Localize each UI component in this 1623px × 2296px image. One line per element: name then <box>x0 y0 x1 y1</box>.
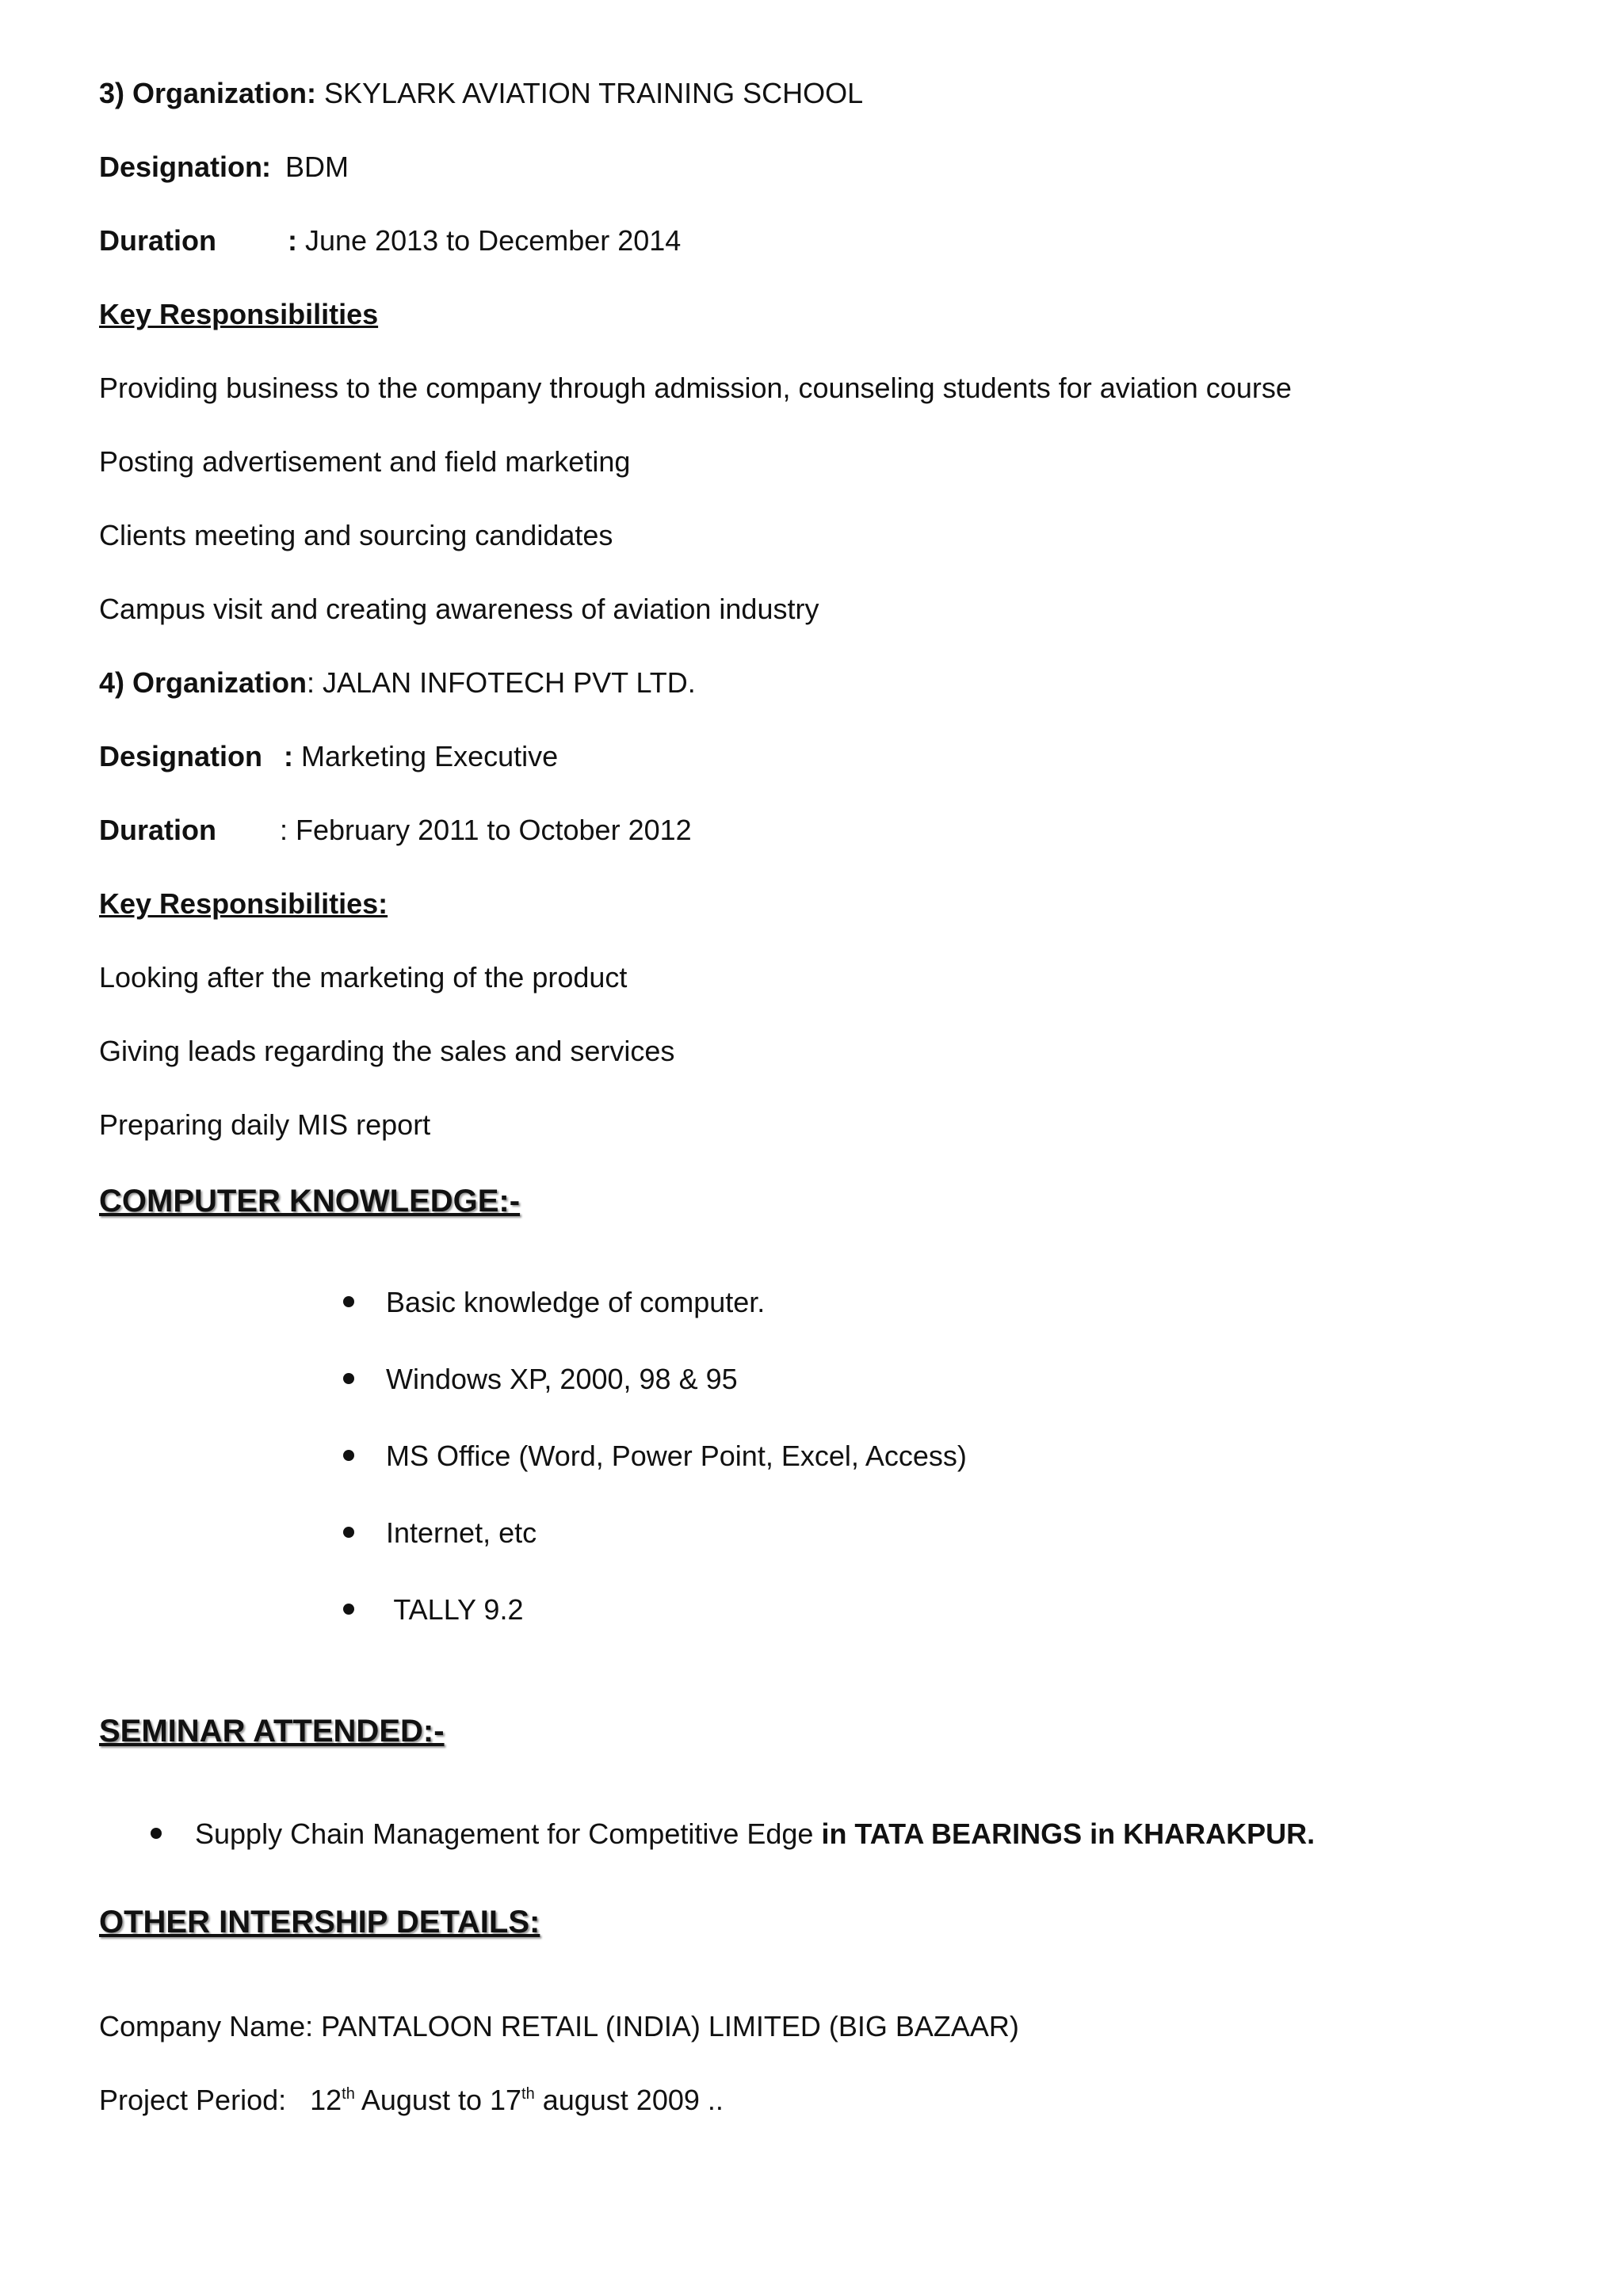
org4-resp-2: Giving leads regarding the sales and services <box>99 1035 675 1067</box>
org3-designation-label: Designation <box>99 151 263 183</box>
computer-item-1 <box>343 1288 765 1317</box>
computer-item-3 <box>343 1442 967 1470</box>
org3-duration-value: June 2013 to December 2014 <box>297 224 682 257</box>
org3-resp-1: Providing business to the company through admission, counseling students for aviation course <box>99 372 1292 404</box>
org4-duration-line <box>99 816 692 845</box>
bullet-icon <box>343 1296 354 1307</box>
org3-resp-4: Campus visit and creating awareness of aviation industry <box>99 593 819 625</box>
org3-key-resp-title: Key Responsibilities <box>99 298 379 330</box>
computer-item-4 <box>343 1516 537 1549</box>
org3-value: SKYLARK AVIATION TRAINING SCHOOL <box>316 77 864 109</box>
seminar-item <box>151 1817 1316 1850</box>
internship-heading: OTHER INTERSHIP DETAILS: <box>99 1905 540 1939</box>
bullet-icon <box>343 1604 354 1615</box>
org4-designation-line <box>99 742 558 771</box>
org4-resp-1: Looking after the marketing of the product <box>99 961 628 994</box>
seminar-item-bold: in TATA BEARINGS in KHARAKPUR. <box>821 1817 1316 1850</box>
computer-item-2 <box>343 1365 738 1394</box>
computer-item-text: Windows XP, 2000, 98 & 95 <box>386 1363 738 1395</box>
org3-label: 3) Organization: <box>99 77 317 109</box>
internship-company-line: Company Name: PANTALOON RETAIL (INDIA) LIMITED (BIG BAZAAR) <box>99 2010 1019 2042</box>
org4-designation-value: Marketing Executive <box>293 740 559 772</box>
computer-item-text: Internet, etc <box>386 1516 537 1549</box>
computer-item-text: Basic knowledge of computer. <box>386 1286 766 1318</box>
bullet-icon <box>343 1450 354 1461</box>
period-sup-2: th <box>521 2085 535 2103</box>
org3-designation-value: BDM <box>277 151 349 183</box>
seminar-heading: SEMINAR ATTENDED:- <box>99 1714 445 1749</box>
org3-duration-label: Duration <box>99 224 216 257</box>
period-label: Project Period: 12 <box>99 2084 342 2116</box>
period-sup-1: th <box>342 2085 355 2103</box>
org3-duration-sep: : <box>288 224 297 257</box>
org3-line <box>99 79 863 108</box>
org4-designation-sep: : <box>284 740 293 772</box>
computer-item-text: TALLY 9.2 <box>386 1593 524 1626</box>
computer-item-5 <box>343 1593 524 1626</box>
computer-knowledge-heading: COMPUTER KNOWLEDGE:- <box>99 1184 521 1219</box>
seminar-item-text: Supply Chain Management for Competitive Edge <box>195 1817 822 1850</box>
bullet-icon <box>343 1373 354 1384</box>
period-mid: August to 17 <box>354 2084 522 2116</box>
org3-designation-sep: : <box>262 151 271 183</box>
bullet-icon <box>151 1828 162 1839</box>
org4-duration-value: February 2011 to October 2012 <box>288 814 692 846</box>
bullet-icon <box>343 1527 354 1538</box>
org4-duration-label: Duration <box>99 814 216 846</box>
org3-resp-2: Posting advertisement and field marketing <box>99 445 631 478</box>
org4-key-resp-title: Key Responsibilities: <box>99 887 388 920</box>
org3-duration-line <box>99 224 682 257</box>
internship-period-line <box>99 2086 724 2115</box>
org4-label: 4) Organization <box>99 666 307 699</box>
computer-item-text: MS Office (Word, Power Point, Excel, Access) <box>386 1440 967 1472</box>
org4-line <box>99 666 696 699</box>
org4-designation-label: Designation <box>99 740 263 772</box>
org4-value: : JALAN INFOTECH PVT LTD. <box>307 666 696 699</box>
org4-duration-sep: : <box>280 814 288 846</box>
period-end: august 2009 .. <box>534 2084 724 2116</box>
org3-designation-line <box>99 153 349 181</box>
org3-resp-3: Clients meeting and sourcing candidates <box>99 519 613 551</box>
org4-resp-3: Preparing daily MIS report <box>99 1108 431 1141</box>
